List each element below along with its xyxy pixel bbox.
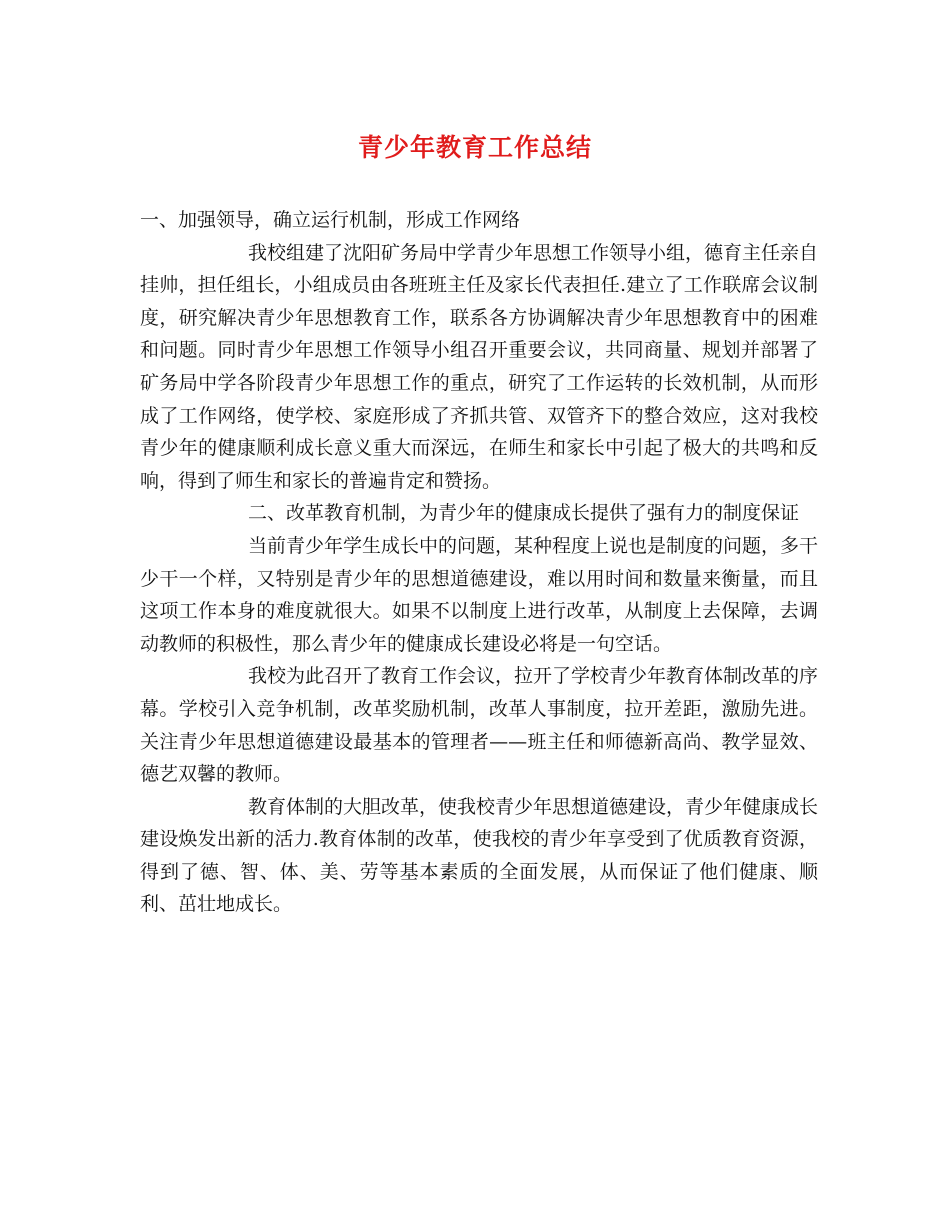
document-body xyxy=(140,204,818,921)
paragraph-1: 我校组建了沈阳矿务局中学青少年思想工作领导小组，德育主任亲自挂帅，担任组长，小组成员由各班班主任及家长代表担任.建立了工作联席会议制度，研究解决青少年思想教育工作，联系各方协调解决青少年思想教育中的困难和问题。同时青少年思想工作领导小组召开重要会议，共同商量、规划并部署了矿务局中学各阶段青少年思想工作的重点，研究了工作运转的长效机制，从而形成了工作网络，使学校、家庭形成了齐抓共管、双管齐下的整合效应，这对我校青少年的健康顺利成长意义重大而深远，在师生和家长中引起了极大的共鸣和反响，得到了师生和家长的普遍肯定和赞扬。 xyxy=(140,241,819,492)
section-heading-1: 一、加强领导，确立运行机制，形成工作网络 xyxy=(140,209,521,231)
paragraph-2: 当前青少年学生成长中的问题，某种程度上说也是制度的问题，多干少干一个样，又特别是青少年的思想道德建设，难以用时间和数量来衡量，而且这项工作本身的难度就很大。如果不以制度上进行改革，从制度上去保障，去调动教师的积极性，那么青少年的健康成长建设必将是一句空话。 xyxy=(140,534,819,655)
section-heading-2: 二、改革教育机制，为青少年的健康成长提供了强有力的制度保证 xyxy=(248,502,800,525)
paragraph-3: 我校为此召开了教育工作会议，拉开了学校青少年教育体制改革的序幕。学校引入竞争机制，改革奖励机制，改革人事制度，拉开差距，激励先进。关注青少年思想道德建设最基本的管理者——班主任和师德新高尚、教学显效、德艺双馨的教师。 xyxy=(140,665,819,786)
document-title: 青少年教育工作总结 xyxy=(357,133,592,162)
paragraph-4: 教育体制的大胆改革，使我校青少年思想道德建设，青少年健康成长建设焕发出新的活力.教育体制的改革，使我校的青少年享受到了优质教育资源，得到了德、智、体、美、劳等基本素质的全面发展，从而保证了他们健康、顺利、茁壮地成长。 xyxy=(140,795,819,916)
